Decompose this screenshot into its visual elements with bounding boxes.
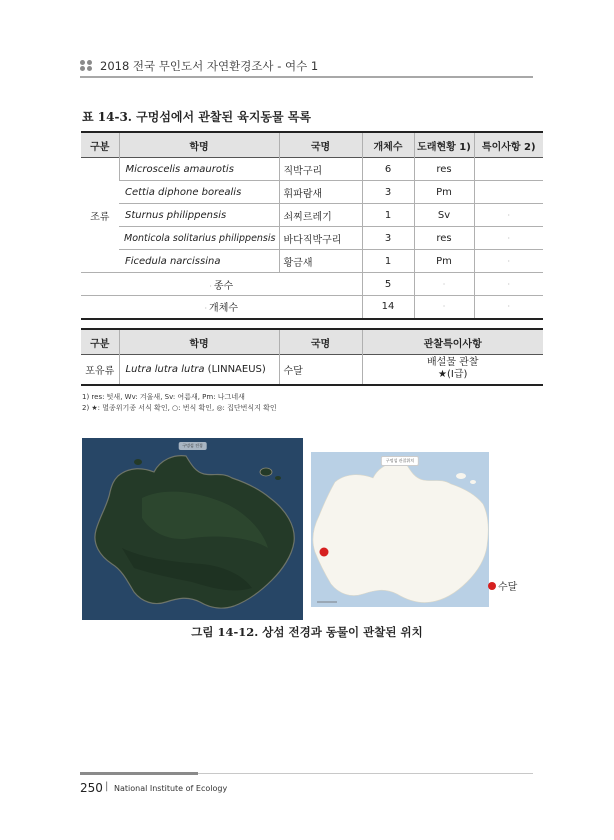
col-header-status: 도래현황 1): [414, 132, 474, 158]
summary-note: ·: [474, 273, 543, 296]
korean-name: 황금새: [279, 250, 362, 273]
page-number: 250: [80, 781, 103, 795]
figure-caption: 그림 14-12. 상섬 전경과 동물이 관찰된 위치: [191, 625, 423, 639]
note-cell: [474, 181, 543, 204]
status-cell: Pm: [414, 181, 474, 204]
table-row: [81, 204, 543, 227]
summary-label: 종수: [213, 280, 234, 292]
count-cell: 6: [362, 158, 414, 181]
col-header-category: 구분: [81, 329, 119, 355]
korean-name: 쇠찌르레기: [279, 204, 362, 227]
scientific-name: Monticola solitarius philippensis: [119, 227, 279, 250]
header-logo-icon: [80, 60, 96, 72]
scientific-name: Lutra lutra lutra: [125, 363, 205, 375]
note-cell: ·: [474, 250, 543, 273]
scientific-name: Microscelis amaurotis: [119, 158, 279, 181]
col-header-notes: 특이사항 2): [474, 132, 543, 158]
scientific-name: Sturnus philippensis: [119, 204, 279, 227]
legend-marker-icon: [488, 582, 496, 590]
observation-location-map: [311, 452, 489, 607]
note-cell: [474, 158, 543, 181]
bird-species-table: [81, 131, 543, 320]
status-cell: Pm: [414, 250, 474, 273]
footnote-1: 1) res: 텃새, Wv: 겨울새, Sv: 여름새, Pm: 나그네새: [82, 393, 245, 401]
summary-label: 개체수: [209, 303, 239, 315]
footnote-2: 2) ★: 멸종위기종 서식 확인, ○: 번식 확인, ◎: 집단번식지 확인: [82, 404, 277, 412]
summary-count: 5: [362, 273, 414, 296]
summary-row: [81, 296, 543, 319]
korean-name: 수달: [279, 355, 362, 385]
page-separator: |: [105, 781, 109, 792]
col-header-count: 개체수: [362, 132, 414, 158]
endangered-grade: ★(Ⅰ급): [438, 369, 468, 381]
table-row: [81, 158, 543, 181]
summary-status: ·: [414, 273, 474, 296]
scientific-name: Ficedula narcissina: [119, 250, 279, 273]
otter-observation-marker: [320, 548, 329, 557]
col-header-category: 구분: [81, 132, 119, 158]
authority: (LINNAEUS): [204, 363, 266, 375]
header-rule: [80, 76, 533, 78]
observation-cell: [362, 355, 543, 385]
mammal-species-table: [81, 328, 543, 386]
status-cell: res: [414, 227, 474, 250]
category-cell: 포유류: [85, 365, 115, 377]
summary-count: 14: [362, 296, 414, 319]
map-label: 구멍섬 관찰위치: [381, 456, 419, 466]
count-cell: 3: [362, 181, 414, 204]
table-row: [81, 227, 543, 250]
island-photo-graphic: [82, 438, 303, 620]
count-cell: 3: [362, 227, 414, 250]
table-row: [81, 181, 543, 204]
note-cell: ·: [474, 227, 543, 250]
summary-label-cell: · 종수: [81, 273, 362, 296]
col-header-korean-name: 국명: [279, 329, 362, 355]
table-row: [81, 355, 543, 385]
korean-name: 직박구리: [279, 158, 362, 181]
observation-text: 배설물 관찰: [427, 357, 479, 369]
footer-rule-accent: [80, 772, 198, 775]
photo-label: 구멍섬 전경: [178, 442, 207, 450]
korean-name: 바다직박구리: [279, 227, 362, 250]
note-cell: ·: [474, 204, 543, 227]
scientific-name-cell: [119, 355, 279, 385]
count-cell: 1: [362, 204, 414, 227]
island-aerial-photo: [82, 438, 303, 620]
map-legend: [488, 578, 517, 593]
col-header-scientific-name: 학명: [119, 132, 279, 158]
summary-row: [81, 273, 543, 296]
running-title: 2018 전국 무인도서 자연환경조사 - 여수 1: [100, 59, 319, 73]
korean-name: 휘파람새: [279, 181, 362, 204]
status-cell: Sv: [414, 204, 474, 227]
summary-label-cell: · 개체수: [81, 296, 362, 319]
group-label: 조류: [81, 158, 119, 273]
table-caption: 표 14-3. 구멍섬에서 관찰된 육지동물 목록: [82, 110, 311, 124]
summary-note: ·: [474, 296, 543, 319]
footer-rule: [198, 773, 533, 774]
scientific-name: Cettia diphone borealis: [119, 181, 279, 204]
organization-name: National Institute of Ecology: [114, 784, 228, 793]
table-row: [81, 250, 543, 273]
count-cell: 1: [362, 250, 414, 273]
summary-status: ·: [414, 296, 474, 319]
col-header-observation: 관찰특이사항: [362, 329, 543, 355]
location-map-graphic: [311, 452, 489, 607]
legend-label: 수달: [498, 582, 518, 593]
col-header-scientific-name: 학명: [119, 329, 279, 355]
col-header-korean-name: 국명: [279, 132, 362, 158]
status-cell: res: [414, 158, 474, 181]
